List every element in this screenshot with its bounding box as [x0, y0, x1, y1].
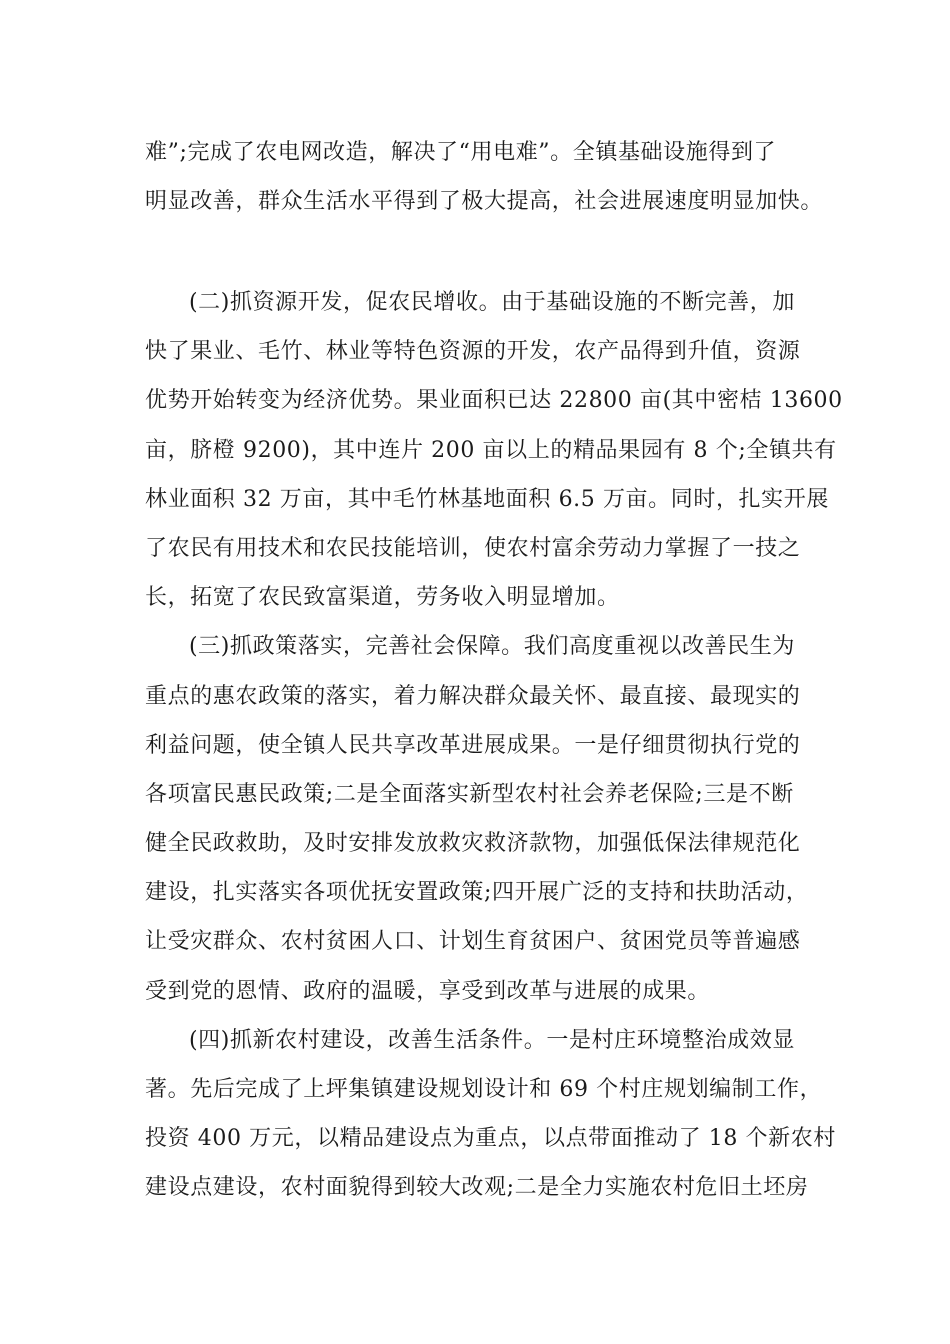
paragraph-line: 快了果业、毛竹、林业等特色资源的开发，农产品得到升值，资源: [145, 339, 801, 365]
section-3-paragraph: [145, 622, 815, 1016]
paragraph-line: 优势开始转变为经济优势。果业面积已达 22800 亩(其中密桔 13600: [145, 388, 843, 414]
paragraph-line: 投资 400 万元，以精品建设点为重点，以点带面推动了 18 个新农村: [145, 1126, 836, 1152]
paragraph-line: (二)抓资源开发，促农民增收。由于基础设施的不断完善，加: [189, 290, 795, 315]
paragraph-line: 各项富民惠民政策;二是全面落实新型农村社会养老保险;三是不断: [145, 781, 794, 807]
paragraph-line: (四)抓新农村建设，改善生活条件。一是村庄环境整治成效显: [189, 1027, 795, 1053]
body-text: [145, 278, 843, 1213]
paragraph-line: 著。先后完成了上坪集镇建设规划设计和 69 个村庄规划编制工作，: [145, 1077, 823, 1102]
paragraph-line: 长，拓宽了农民致富渠道，劳务收入明显增加。: [145, 585, 620, 611]
paragraph-line: 亩，脐橙 9200)，其中连片 200 亩以上的精品果园有 8 个;全镇共有: [145, 437, 837, 463]
paragraph-line: 重点的惠农政策的落实，着力解决群众最关怀、最直接、最现实的: [145, 683, 801, 709]
paragraph-line: 利益问题，使全镇人民共享改革进展成果。一是仔细贯彻执行党的: [145, 732, 801, 758]
paragraph-line: 建设，扎实落实各项优抚安置政策;四开展广泛的支持和扶助活动，: [145, 880, 809, 906]
paragraph-line: 受到党的恩情、政府的温暖，享受到改革与进展的成果。: [145, 978, 711, 1004]
paragraph-line: 林业面积 32 万亩，其中毛竹林基地面积 6.5 万亩。同时，扎实开展: [145, 486, 829, 512]
paragraph-line: 建设点建设，农村面貌得到较大改观;二是全力实施农村危旧土坯房: [145, 1175, 809, 1201]
paragraph-line: 健全民政救助，及时安排发放救灾救济款物，加强低保法律规范化: [145, 831, 801, 857]
paragraph-line: 难”;完成了农电网改造，解决了“用电难”。全镇基础设施得到了: [145, 140, 777, 165]
paragraph-line: 了农民有用技术和农民技能培训，使农村富余劳动力掌握了一技之: [145, 535, 801, 561]
section-4-paragraph: [145, 1016, 836, 1213]
paragraph-line: 让受灾群众、农村贫困人口、计划生育贫困户、贫困党员等普遍感: [145, 929, 801, 955]
paragraph-line: (三)抓政策落实，完善社会保障。我们高度重视以改善民生为: [189, 634, 795, 660]
continuation-paragraph: [145, 128, 824, 226]
section-2-paragraph: [145, 278, 843, 622]
paragraph-line: 明显改善，群众生活水平得到了极大提高，社会进展速度明显加快。: [145, 189, 824, 215]
